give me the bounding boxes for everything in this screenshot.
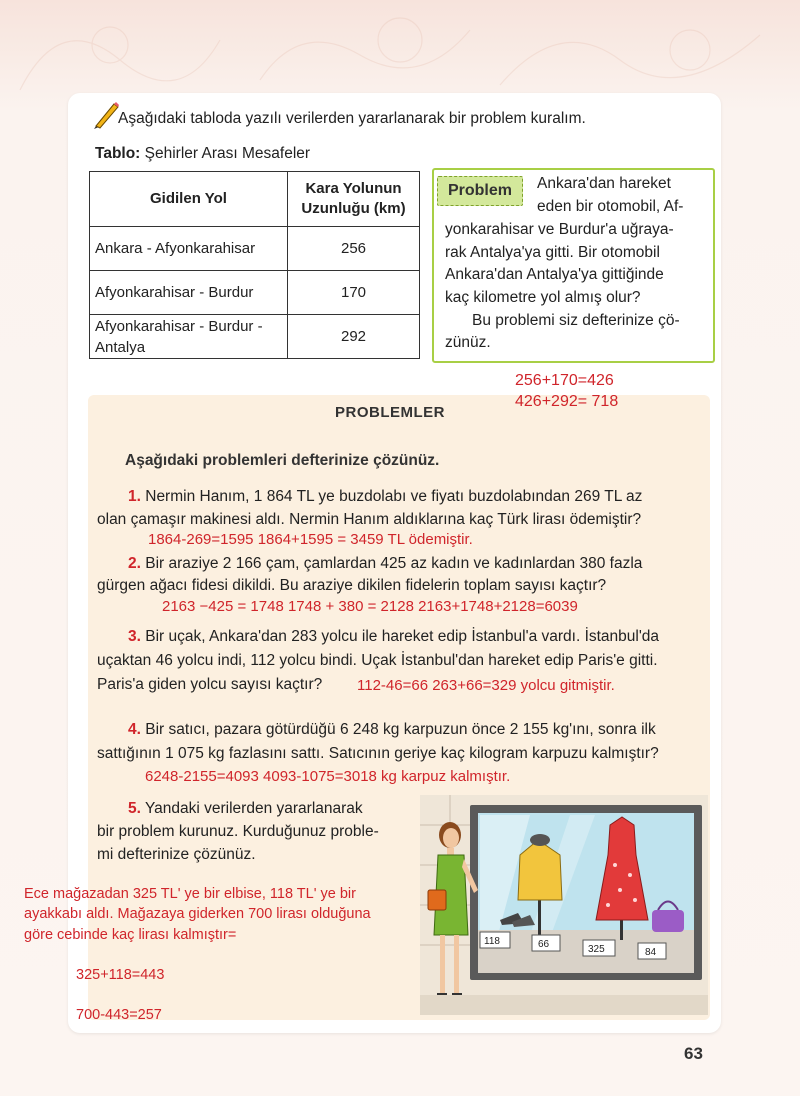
route-line2: Antalya	[95, 338, 146, 356]
table-row	[90, 315, 420, 359]
problem-text: Bir araziye 2 166 çam, çamlardan 425 az kadın ve kadınlardan 380 fazla	[140, 555, 643, 572]
problem-5-line3: mi defterinize çözünüz.	[97, 846, 256, 863]
header-distance-line2: Uzunluğu (km)	[301, 200, 406, 217]
problem-number: 5.	[128, 800, 141, 817]
problem-3-line2: uçaktan 46 yolcu indi, 112 yolcu bindi. Uçak İstanbul'dan hareket edip Paris'e gitti.	[97, 652, 658, 669]
header-route: Gidilen Yol	[90, 172, 288, 227]
distance-cell: 292	[288, 315, 420, 359]
problem-line: yonkarahisar ve Burdur'a uğraya-	[445, 221, 674, 238]
problem-2-answer: 2163 −425 = 1748 1748 + 380 = 2128 2163+1748+2128=6039	[162, 598, 578, 615]
problem-5-answer-line: Ece mağazadan 325 TL' ye bir elbise, 118 TL' ye bir	[24, 886, 356, 902]
problem-1-line1	[128, 488, 642, 506]
route-line1: Afyonkarahisar - Burdur -	[95, 317, 263, 335]
distance-table	[89, 171, 420, 359]
distance-cell: 170	[288, 271, 420, 315]
problem-5-line2: bir problem kurunuz. Kurduğunuz proble-	[97, 823, 379, 840]
shop-window-illustration	[420, 795, 708, 1015]
route-cell: Ankara - Afyonkarahisar	[90, 227, 288, 271]
problem-3-line3: Paris'a giden yolcu sayısı kaçtır?	[97, 676, 323, 693]
problem-line: rak Antalya'ya gitti. Bir otomobil	[445, 244, 660, 261]
header-distance-line1: Kara Yolunun	[305, 180, 402, 197]
route-cell	[90, 315, 288, 359]
problem-3-line1	[128, 628, 659, 646]
price-tag: 325	[588, 944, 605, 955]
page-number: 63	[684, 1044, 703, 1063]
problems-title: PROBLEMLER	[335, 404, 445, 421]
pencil-icon	[90, 100, 120, 130]
problem-number: 3.	[128, 628, 141, 645]
distance-cell: 256	[288, 227, 420, 271]
problem-text: Nermin Hanım, 1 864 TL ye buzdolabı ve fiyatı buzdolabından 269 TL az	[140, 488, 643, 505]
problem-line: Bu problemi siz defterinize çö-	[472, 312, 680, 329]
table-header-row	[90, 172, 420, 227]
problem-line: eden bir otomobil, Af-	[537, 198, 684, 215]
table-title-text: Şehirler Arası Mesafeler	[140, 145, 311, 162]
header-distance	[288, 172, 420, 227]
problem-text: Yandaki verilerden yararlanarak	[140, 800, 363, 817]
problem-text: Bir satıcı, pazara götürdüğü 6 248 kg karpuzun önce 2 155 kg'ını, sonra ilk	[140, 721, 656, 738]
problem-5-calc-2: 700-443=257	[76, 1007, 162, 1023]
decorative-pattern	[0, 0, 800, 100]
problem-number: 2.	[128, 555, 141, 572]
problem-5-calc-1: 325+118=443	[76, 967, 165, 983]
problems-subtitle: Aşağıdaki problemleri defterinize çözünüz.	[125, 452, 440, 469]
problem-2-line1	[128, 555, 642, 573]
intro-text: Aşağıdaki tabloda yazılı verilerden yararlanarak bir problem kuralım.	[118, 110, 586, 127]
problem-number: 4.	[128, 721, 141, 738]
table-title	[95, 145, 310, 163]
problem-3-answer: 112-46=66 263+66=329 yolcu gitmiştir.	[357, 677, 615, 694]
handwritten-calc-1: 256+170=426	[515, 372, 614, 389]
problem-4-answer: 6248-2155=4093 4093-1075=3018 kg karpuz kalmıştır.	[145, 768, 511, 785]
problem-1-answer: 1864-269=1595 1864+1595 = 3459 TL ödemiştir.	[148, 531, 473, 548]
problem-5-answer-line: göre cebinde kaç lirası kalmıştır=	[24, 927, 237, 943]
problem-line: Ankara'dan hareket	[537, 175, 671, 192]
price-tag: 84	[645, 947, 657, 958]
table-title-label: Tablo:	[95, 145, 141, 162]
route-cell: Afyonkarahisar - Burdur	[90, 271, 288, 315]
handwritten-calc-2: 426+292= 718	[515, 393, 619, 410]
problem-line: kaç kilometre yol almış olur?	[445, 289, 641, 306]
table-row	[90, 227, 420, 271]
price-tag: 66	[538, 939, 550, 950]
problem-5-answer-line: ayakkabı aldı. Mağazaya giderken 700 lirası olduğuna	[24, 906, 371, 922]
problem-2-line2: gürgen ağacı fidesi dikildi. Bu araziye dikilen fidelerin toplam sayısı kaçtır?	[97, 577, 607, 594]
problem-line: zünüz.	[445, 334, 491, 351]
problem-number: 1.	[128, 488, 141, 505]
problem-1-line2: olan çamaşır makinesi aldı. Nermin Hanım aldıklarına kaç Türk lirası ödemiştir?	[97, 511, 642, 528]
problem-4-line1	[128, 721, 656, 739]
problem-4-line2: sattığının 1 075 kg fazlasını sattı. Satıcının geriye kaç kilogram karpuzu kalmıştır?	[97, 745, 659, 762]
price-tag: 118	[484, 936, 500, 947]
table-row	[90, 271, 420, 315]
problem-text: Bir uçak, Ankara'dan 283 yolcu ile hareket edip İstanbul'a vardı. İstanbul'da	[140, 628, 660, 645]
problem-5-line1	[128, 800, 363, 818]
problem-line: Ankara'dan Antalya'ya gittiğinde	[445, 266, 664, 283]
problem-tag: Problem	[437, 176, 523, 206]
